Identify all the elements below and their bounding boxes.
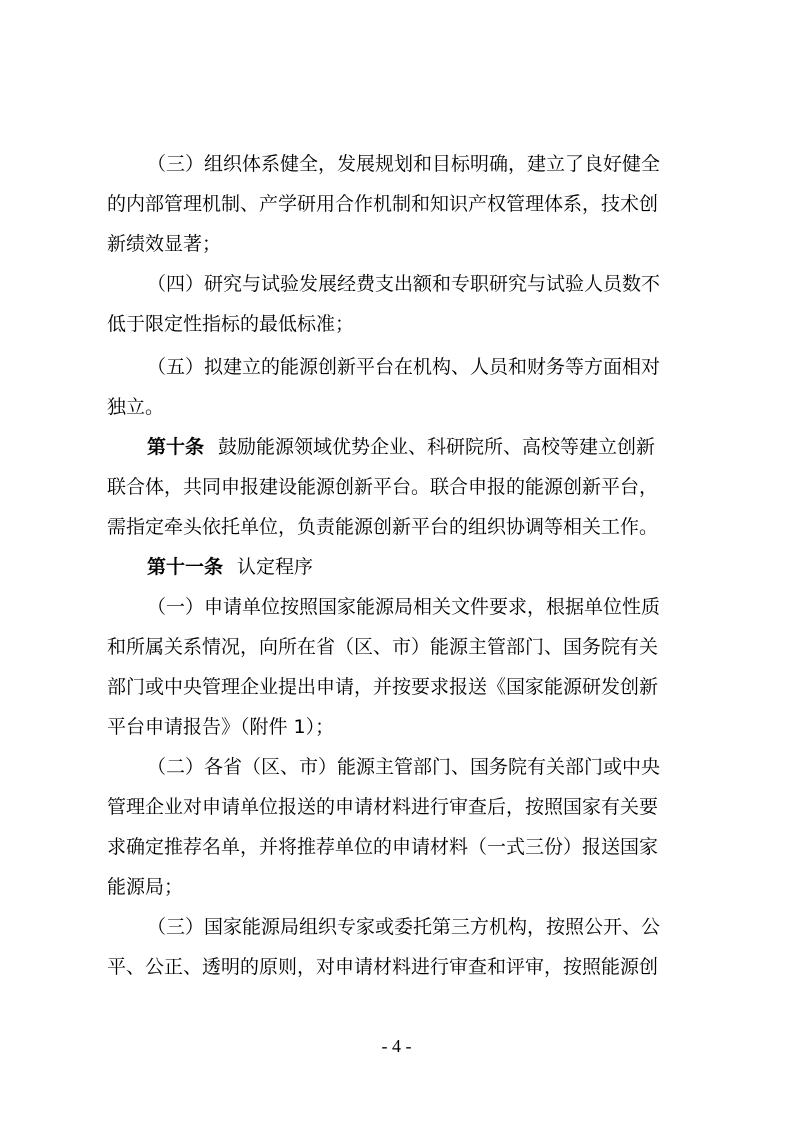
paragraph-line: 部门或中央管理企业提出申请，并按要求报送《国家能源研发创新 [107, 676, 659, 698]
paragraph-line: 的内部管理机制、产学研用合作机制和知识产权管理体系，技术创 [107, 193, 659, 215]
page-number: - 4 - [381, 1036, 412, 1056]
paragraph-line: 新绩效显著； [107, 233, 222, 255]
paragraph-line: （三）组织体系健全，发展规划和目标明确，建立了良好健全 [147, 153, 661, 175]
paragraph-line: 需指定牵头依托单位，负责能源创新平台的组织协调等相关工作。 [107, 516, 659, 538]
paragraph-line: （四）研究与试验发展经费支出额和专职研究与试验人员数不 [147, 273, 661, 295]
paragraph-line: 低于限定性指标的最低标准； [107, 313, 355, 335]
article-10-text: 鼓励能源领域优势企业、科研院所、高校等建立创新 [218, 436, 656, 458]
paragraph-line: 求确定推荐名单，并将推荐单位的申请材料（一式三份）报送国家 [107, 836, 659, 858]
article-11-text: 认定程序 [237, 556, 314, 578]
paragraph-line: （一）申请单位按照国家能源局相关文件要求，根据单位性质 [147, 596, 661, 618]
article-11-line [147, 555, 313, 579]
paragraph-line: 和所属关系情况，向所在省（区、市）能源主管部门、国务院有关 [107, 636, 659, 658]
paragraph-line: 平、公正、透明的原则，对申请材料进行审查和评审，按照能源创 [107, 956, 659, 978]
paragraph-line: 管理企业对申请单位报送的申请材料进行审查后，按照国家有关要 [107, 796, 659, 818]
paragraph-line: （五）拟建立的能源创新平台在机构、人员和财务等方面相对 [147, 356, 661, 378]
paragraph-line: 联合体，共同申报建设能源创新平台。联合申报的能源创新平台， [107, 476, 659, 498]
paragraph-line: 独立。 [107, 396, 165, 418]
paragraph-line: （二）各省（区、市）能源主管部门、国务院有关部门或中央 [147, 756, 661, 778]
paragraph-line: （三）国家能源局组织专家或委托第三方机构，按照公开、公 [147, 916, 661, 938]
paragraph-line: 平台申请报告》（附件 1）； [107, 716, 335, 738]
article-11-heading: 第十一条 [147, 556, 224, 578]
paragraph-line: 能源局； [107, 876, 184, 898]
article-10-heading: 第十条 [147, 436, 205, 458]
article-10-line [147, 435, 655, 459]
